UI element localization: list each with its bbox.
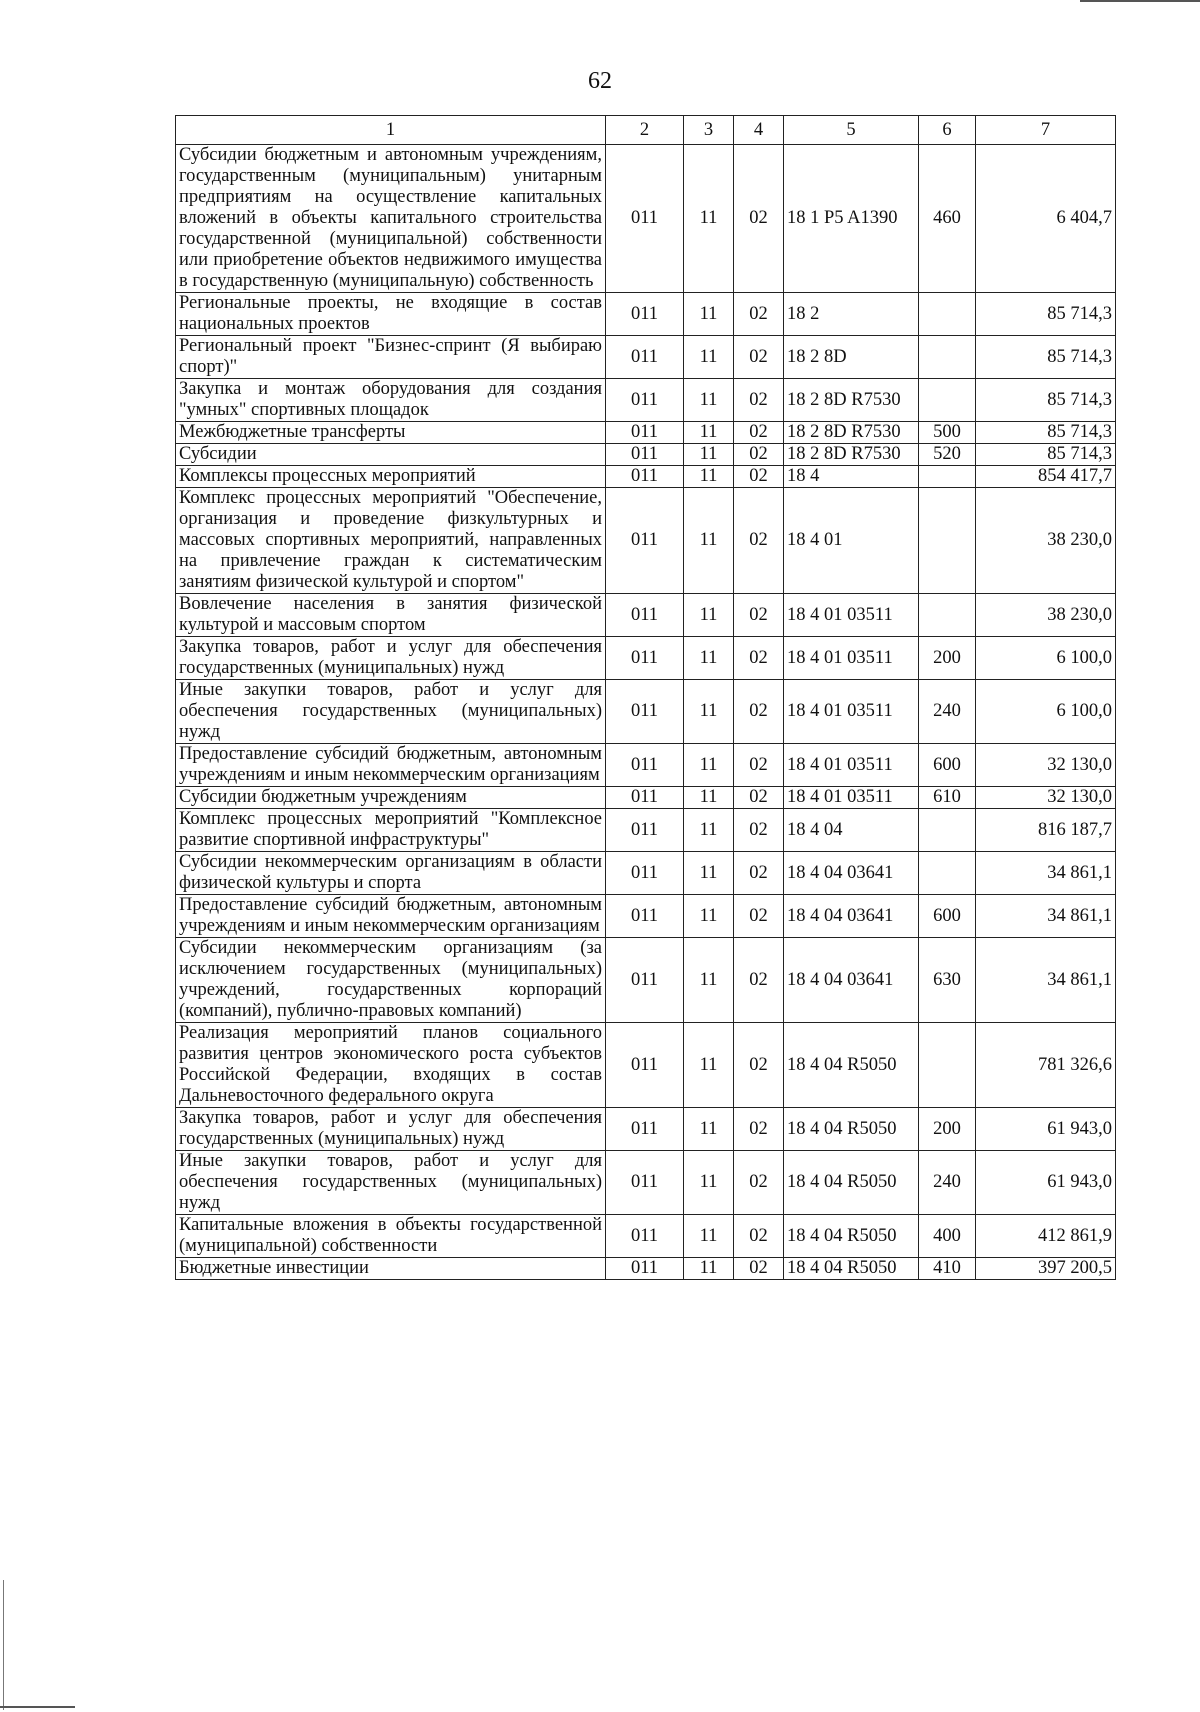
subsection-code: 02: [734, 1108, 784, 1151]
section-code: 11: [684, 444, 734, 466]
target-article-code: 18 4 01: [784, 488, 919, 594]
amount: 6 100,0: [976, 637, 1116, 680]
amount: 85 714,3: [976, 336, 1116, 379]
section-code: 11: [684, 895, 734, 938]
table-row: [176, 379, 1116, 422]
target-article-code: 18 4 01 03511: [784, 680, 919, 744]
ministry-code: 011: [606, 1258, 684, 1280]
expense-type-code: [919, 1023, 976, 1108]
row-name: Комплексы процессных мероприятий: [176, 466, 606, 488]
amount: 6 100,0: [976, 680, 1116, 744]
amount: 85 714,3: [976, 293, 1116, 336]
expense-type-code: 410: [919, 1258, 976, 1280]
subsection-code: 02: [734, 1151, 784, 1215]
table-row: [176, 809, 1116, 852]
ministry-code: 011: [606, 145, 684, 293]
expense-type-code: 600: [919, 895, 976, 938]
ministry-code: 011: [606, 1215, 684, 1258]
ministry-code: 011: [606, 488, 684, 594]
amount: 34 861,1: [976, 895, 1116, 938]
target-article-code: 18 1 P5 A1390: [784, 145, 919, 293]
ministry-code: 011: [606, 938, 684, 1023]
target-article-code: 18 4: [784, 466, 919, 488]
section-code: 11: [684, 466, 734, 488]
amount: 34 861,1: [976, 852, 1116, 895]
table-row: [176, 744, 1116, 787]
row-name: Предоставление субсидий бюджетным, автономным учреждениям и иным некоммерческим организациям: [176, 744, 606, 787]
section-code: 11: [684, 938, 734, 1023]
scan-artifact-line: [1080, 0, 1200, 2]
table-row: [176, 1151, 1116, 1215]
column-header: 5: [784, 116, 919, 145]
target-article-code: 18 4 04 R5050: [784, 1258, 919, 1280]
subsection-code: 02: [734, 466, 784, 488]
section-code: 11: [684, 336, 734, 379]
subsection-code: 02: [734, 1023, 784, 1108]
table-row: [176, 637, 1116, 680]
section-code: 11: [684, 744, 734, 787]
expense-type-code: 240: [919, 1151, 976, 1215]
amount: 6 404,7: [976, 145, 1116, 293]
ministry-code: 011: [606, 809, 684, 852]
ministry-code: 011: [606, 336, 684, 379]
row-name: Иные закупки товаров, работ и услуг для обеспечения государственных (муниципальных) нужд: [176, 1151, 606, 1215]
section-code: 11: [684, 809, 734, 852]
table-row: [176, 1258, 1116, 1280]
subsection-code: 02: [734, 422, 784, 444]
table-row: [176, 1215, 1116, 1258]
table-row: [176, 594, 1116, 637]
table-row: [176, 336, 1116, 379]
ministry-code: 011: [606, 744, 684, 787]
target-article-code: 18 4 04 03641: [784, 938, 919, 1023]
row-name: Бюджетные инвестиции: [176, 1258, 606, 1280]
column-header: 7: [976, 116, 1116, 145]
expense-type-code: 500: [919, 422, 976, 444]
ministry-code: 011: [606, 1023, 684, 1108]
table-row: [176, 680, 1116, 744]
row-name: Комплекс процессных мероприятий "Обеспечение, организация и проведение физкультурных и массовых спортивных мероприятий, направленных на привлечение граждан к систематическим занятиям физической культурой и спортом": [176, 488, 606, 594]
target-article-code: 18 2 8D R7530: [784, 422, 919, 444]
row-name: Субсидии бюджетным учреждениям: [176, 787, 606, 809]
section-code: 11: [684, 1215, 734, 1258]
subsection-code: 02: [734, 444, 784, 466]
subsection-code: 02: [734, 895, 784, 938]
expense-type-code: [919, 852, 976, 895]
ministry-code: 011: [606, 1108, 684, 1151]
ministry-code: 011: [606, 852, 684, 895]
ministry-code: 011: [606, 895, 684, 938]
amount: 397 200,5: [976, 1258, 1116, 1280]
budget-table: [175, 115, 1116, 1280]
subsection-code: 02: [734, 293, 784, 336]
ministry-code: 011: [606, 680, 684, 744]
section-code: 11: [684, 145, 734, 293]
row-name: Вовлечение населения в занятия физической культурой и массовым спортом: [176, 594, 606, 637]
expense-type-code: 630: [919, 938, 976, 1023]
subsection-code: 02: [734, 852, 784, 895]
expense-type-code: [919, 336, 976, 379]
section-code: 11: [684, 1258, 734, 1280]
table-row: [176, 938, 1116, 1023]
expense-type-code: 600: [919, 744, 976, 787]
section-code: 11: [684, 422, 734, 444]
amount: 816 187,7: [976, 809, 1116, 852]
row-name: Закупка товаров, работ и услуг для обеспечения государственных (муниципальных) нужд: [176, 637, 606, 680]
table-header-row: [176, 116, 1116, 145]
section-code: 11: [684, 594, 734, 637]
subsection-code: 02: [734, 680, 784, 744]
table-row: [176, 444, 1116, 466]
expense-type-code: [919, 379, 976, 422]
target-article-code: 18 2: [784, 293, 919, 336]
amount: 854 417,7: [976, 466, 1116, 488]
section-code: 11: [684, 1151, 734, 1215]
row-name: Комплекс процессных мероприятий "Комплексное развитие спортивной инфраструктуры": [176, 809, 606, 852]
table-row: [176, 422, 1116, 444]
column-header: 1: [176, 116, 606, 145]
section-code: 11: [684, 680, 734, 744]
row-name: Закупка и монтаж оборудования для создания "умных" спортивных площадок: [176, 379, 606, 422]
row-name: Субсидии бюджетным и автономным учреждениям, государственным (муниципальным) унитарным предприятиям на осуществление капитальных вложений в объекты капитального строительства государственной (муниципальной) собственности или приобретение объектов недвижимого имущества в государственную (муниципальную) собственность: [176, 145, 606, 293]
table-row: [176, 293, 1116, 336]
target-article-code: 18 4 04 R5050: [784, 1023, 919, 1108]
subsection-code: 02: [734, 145, 784, 293]
row-name: Межбюджетные трансферты: [176, 422, 606, 444]
section-code: 11: [684, 852, 734, 895]
subsection-code: 02: [734, 379, 784, 422]
target-article-code: 18 4 04 03641: [784, 852, 919, 895]
section-code: 11: [684, 637, 734, 680]
target-article-code: 18 2 8D R7530: [784, 444, 919, 466]
target-article-code: 18 4 04 R5050: [784, 1215, 919, 1258]
target-article-code: 18 4 04 03641: [784, 895, 919, 938]
table-row: [176, 145, 1116, 293]
subsection-code: 02: [734, 787, 784, 809]
table-row: [176, 466, 1116, 488]
table-row: [176, 787, 1116, 809]
page-number: 62: [588, 68, 612, 94]
subsection-code: 02: [734, 336, 784, 379]
row-name: Реализация мероприятий планов социального развития центров экономического роста субъектов Российской Федерации, входящих в состав Дальневосточного федерального округа: [176, 1023, 606, 1108]
section-code: 11: [684, 1108, 734, 1151]
ministry-code: 011: [606, 594, 684, 637]
column-header: 6: [919, 116, 976, 145]
row-name: Региональный проект "Бизнес-спринт (Я выбираю спорт)": [176, 336, 606, 379]
scan-artifact-edge: [3, 1580, 4, 1710]
expense-type-code: [919, 809, 976, 852]
scan-artifact-line: [0, 1706, 75, 1708]
ministry-code: 011: [606, 444, 684, 466]
table-row: [176, 488, 1116, 594]
table-body: [176, 145, 1116, 1280]
target-article-code: 18 4 01 03511: [784, 594, 919, 637]
expense-type-code: 240: [919, 680, 976, 744]
row-name: Иные закупки товаров, работ и услуг для обеспечения государственных (муниципальных) нужд: [176, 680, 606, 744]
amount: 61 943,0: [976, 1108, 1116, 1151]
amount: 85 714,3: [976, 444, 1116, 466]
column-header: 3: [684, 116, 734, 145]
target-article-code: 18 4 01 03511: [784, 637, 919, 680]
row-name: Региональные проекты, не входящие в состав национальных проектов: [176, 293, 606, 336]
section-code: 11: [684, 293, 734, 336]
expense-type-code: [919, 293, 976, 336]
expense-type-code: [919, 466, 976, 488]
target-article-code: 18 2 8D R7530: [784, 379, 919, 422]
row-name: Субсидии некоммерческим организациям (за исключением государственных (муниципальных) учреждений, государственных корпораций (компаний), публично-правовых компаний): [176, 938, 606, 1023]
expense-type-code: 520: [919, 444, 976, 466]
row-name: Закупка товаров, работ и услуг для обеспечения государственных (муниципальных) нужд: [176, 1108, 606, 1151]
section-code: 11: [684, 787, 734, 809]
row-name: Субсидии: [176, 444, 606, 466]
subsection-code: 02: [734, 744, 784, 787]
target-article-code: 18 4 04 R5050: [784, 1108, 919, 1151]
expense-type-code: [919, 594, 976, 637]
table-row: [176, 895, 1116, 938]
expense-type-code: 400: [919, 1215, 976, 1258]
amount: 61 943,0: [976, 1151, 1116, 1215]
subsection-code: 02: [734, 488, 784, 594]
table-row: [176, 852, 1116, 895]
ministry-code: 011: [606, 293, 684, 336]
table-row: [176, 1023, 1116, 1108]
ministry-code: 011: [606, 466, 684, 488]
expense-type-code: [919, 488, 976, 594]
subsection-code: 02: [734, 637, 784, 680]
row-name: Предоставление субсидий бюджетным, автономным учреждениям и иным некоммерческим организациям: [176, 895, 606, 938]
ministry-code: 011: [606, 1151, 684, 1215]
target-article-code: 18 2 8D: [784, 336, 919, 379]
section-code: 11: [684, 379, 734, 422]
amount: 38 230,0: [976, 488, 1116, 594]
target-article-code: 18 4 04: [784, 809, 919, 852]
target-article-code: 18 4 04 R5050: [784, 1151, 919, 1215]
ministry-code: 011: [606, 637, 684, 680]
amount: 412 861,9: [976, 1215, 1116, 1258]
subsection-code: 02: [734, 1215, 784, 1258]
column-header: 4: [734, 116, 784, 145]
amount: 85 714,3: [976, 379, 1116, 422]
target-article-code: 18 4 01 03511: [784, 744, 919, 787]
subsection-code: 02: [734, 809, 784, 852]
amount: 34 861,1: [976, 938, 1116, 1023]
subsection-code: 02: [734, 1258, 784, 1280]
ministry-code: 011: [606, 422, 684, 444]
expense-type-code: 200: [919, 637, 976, 680]
section-code: 11: [684, 488, 734, 594]
row-name: Субсидии некоммерческим организациям в области физической культуры и спорта: [176, 852, 606, 895]
table-row: [176, 1108, 1116, 1151]
section-code: 11: [684, 1023, 734, 1108]
subsection-code: 02: [734, 938, 784, 1023]
amount: 781 326,6: [976, 1023, 1116, 1108]
expense-type-code: 200: [919, 1108, 976, 1151]
row-name: Капитальные вложения в объекты государственной (муниципальной) собственности: [176, 1215, 606, 1258]
amount: 38 230,0: [976, 594, 1116, 637]
amount: 32 130,0: [976, 787, 1116, 809]
amount: 32 130,0: [976, 744, 1116, 787]
subsection-code: 02: [734, 594, 784, 637]
target-article-code: 18 4 01 03511: [784, 787, 919, 809]
ministry-code: 011: [606, 379, 684, 422]
column-header: 2: [606, 116, 684, 145]
expense-type-code: 460: [919, 145, 976, 293]
amount: 85 714,3: [976, 422, 1116, 444]
expense-type-code: 610: [919, 787, 976, 809]
ministry-code: 011: [606, 787, 684, 809]
